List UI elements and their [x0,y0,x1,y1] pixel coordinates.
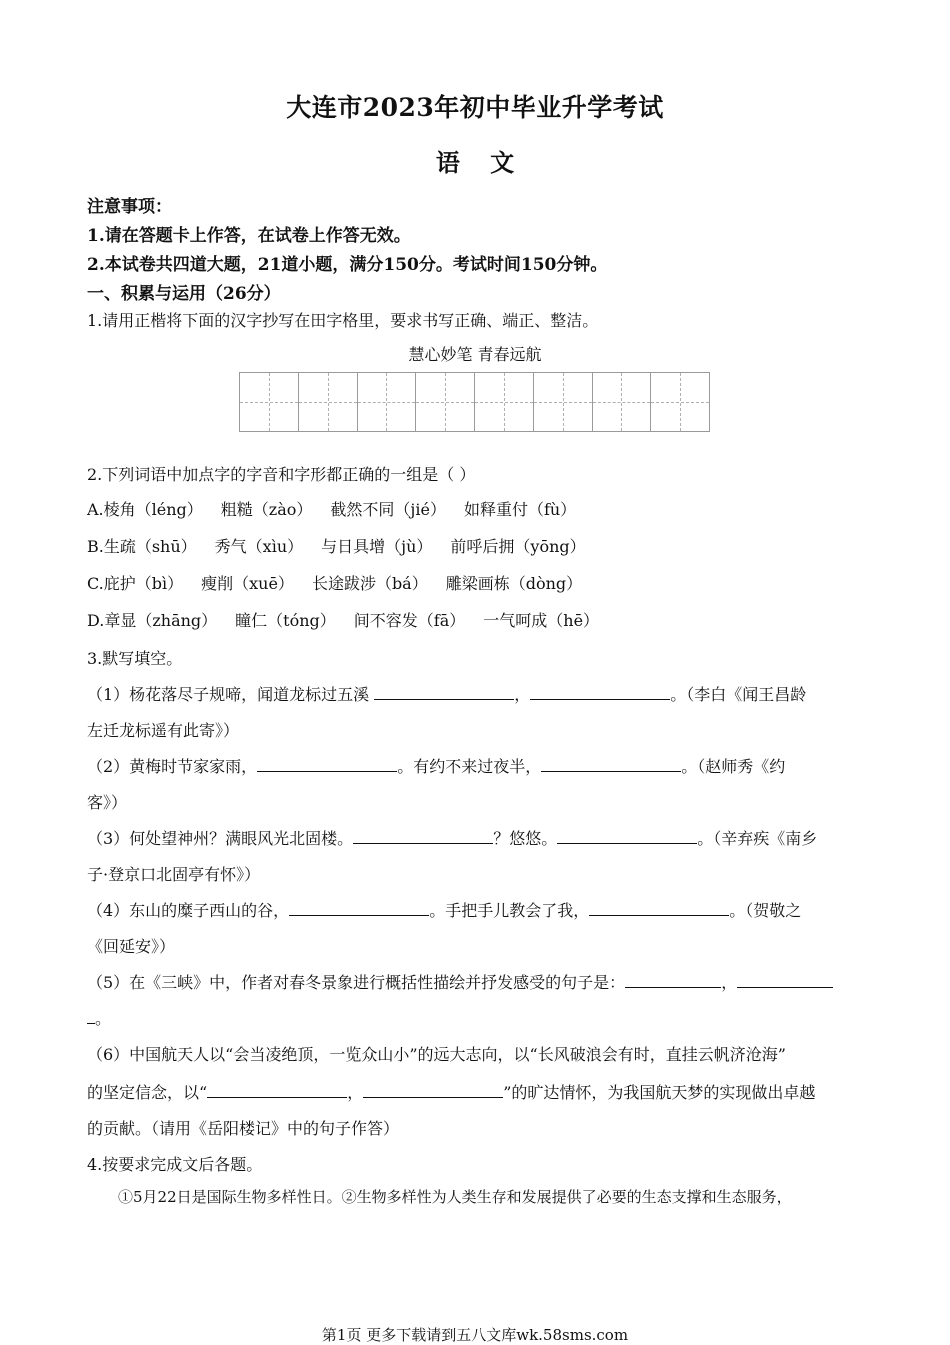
q3-5-text: （5）在《三峡》中，作者对春冬景象进行概括性描绘并抒发感受的句子是： [87,973,626,992]
q3-2-source: 。（赵师秀《约 [681,757,786,776]
copy-phrase: 慧心妙笔 青春远航 [408,345,542,364]
q3-item-5: （5）在《三峡》中，作者对春冬景象进行概括性描绘并抒发感受的句子是： ， [87,970,833,993]
grid-cell[interactable] [475,373,534,431]
option-d-word-4: 一气呵成（hē） [483,611,600,630]
q3-item-4 [87,898,801,921]
note-item-1: 1.请在答题卡上作答，在试卷上作答无效。 [87,226,411,246]
option-c-word-2: 瘦削（xuē） [201,574,294,593]
q3-item-6-line-3: 的贡献。（请用《岳阳楼记》中的句子作答） [87,1119,400,1138]
option-d-word-3: 间不容发（fā） [353,611,466,630]
answer-blank[interactable] [589,900,729,916]
option-c-word-4: 雕梁画栋（dòng） [445,574,583,593]
page-title: 大连市2023年初中毕业升学考试 [286,93,664,122]
q3-3-text: （3）何处望神州？满眼风光北固楼。 [87,829,354,848]
answer-blank[interactable] [374,684,514,700]
q3-6-text-b: 的坚定信念，以“ [87,1083,208,1102]
q3-item-2 [87,754,785,777]
tianzige-grid[interactable] [239,372,710,432]
answer-blank[interactable] [530,684,670,700]
option-a-word-1: A.棱角（léng） [87,500,203,519]
grid-cell[interactable] [358,373,417,431]
notes-heading: 注意事项： [87,197,172,217]
answer-blank[interactable] [625,972,721,988]
answer-blank[interactable] [541,756,681,772]
grid-cell[interactable] [534,373,593,431]
page-footer: 第1页 更多下载请到五八文库wk.58sms.com [321,1326,629,1344]
answer-blank[interactable] [207,1082,347,1098]
subject-title: 语 文 [435,148,515,177]
grid-cell[interactable] [240,373,299,431]
answer-blank[interactable] [87,1008,95,1024]
option-c[interactable] [87,571,600,594]
option-a-word-3: 截然不同（jié） [330,500,446,519]
q4-passage: ①5月22日是国际生物多样性日。②生物多样性为人类生存和发展提供了必要的生态支撑和生态服务， [118,1188,792,1206]
q3-3-source: 。（辛弃疾《南乡 [697,829,818,848]
q3-item-3-cont: 子·登京口北固亭有怀》） [87,865,261,884]
answer-blank[interactable] [363,1082,503,1098]
section-heading: 一、积累与运用（26分） [87,284,281,304]
q3-1-source: 。（李白《闻王昌龄 [670,685,807,704]
option-b-word-2: 秀气（xìu） [214,537,304,556]
q3-2-text-b: 。有约不来过夜半， [397,757,542,776]
option-d[interactable] [87,608,617,631]
q3-4-text: （4）东山的糜子西山的谷， [87,901,290,920]
option-c-word-3: 长途跋涉（bá） [311,574,428,593]
question-2: 2.下列词语中加点字的字音和字形都正确的一组是（ ） [87,465,476,484]
option-b-word-4: 前呼后拥（yōng） [450,537,586,556]
option-d-word-1: D.章显（zhāng） [87,611,218,630]
option-a[interactable] [87,497,594,520]
answer-blank[interactable] [289,900,429,916]
q3-2-text: （2）黄梅时节家家雨， [87,757,258,776]
option-c-word-1: C.庇护（bì） [87,574,184,593]
q3-item-1: （1）杨花落尽子规啼，闻道龙标过五溪 ， 。（李白《闻王昌龄 [87,685,807,704]
option-a-word-2: 粗糙（zào） [220,500,313,519]
question-1: 1.请用正楷将下面的汉字抄写在田字格里，要求书写正确、端正、整洁。 [87,311,599,330]
option-b-word-3: 与日具增（jù） [321,537,433,556]
q3-item-1-cont: 左迁龙标遥有此寄》） [87,721,240,740]
q3-4-source: 。（贺敬之 [729,901,802,920]
q3-item-5-cont [87,1006,111,1029]
grid-cell[interactable] [651,373,709,431]
q3-1-text: （1）杨花落尽子规啼，闻道龙标过五溪 [87,685,370,704]
q3-6-text-c: ”的旷达情怀，为我国航天梦的实现做出卓越 [503,1083,816,1102]
q3-5-end: 。 [95,1009,112,1028]
answer-blank[interactable] [557,828,697,844]
q3-item-6: （6）中国航天人以“会当凌绝顶，一览众山小”的远大志向，以“长风破浪会有时，直挂云帆济沧海” [87,1045,786,1064]
question-3: 3.默写填空。 [87,649,183,668]
grid-cell[interactable] [416,373,475,431]
note-item-2: 2.本试卷共四道大题，21道小题，满分150分。考试时间150分钟。 [87,255,608,275]
answer-blank[interactable] [737,972,833,988]
answer-blank[interactable] [257,756,397,772]
answer-blank[interactable] [353,828,493,844]
option-b-word-1: B.生疏（shū） [87,537,197,556]
q3-item-3 [87,826,817,849]
q3-item-2-cont: 客》） [87,793,128,812]
option-d-word-2: 瞳仁（tóng） [235,611,336,630]
q3-3-text-b: ？悠悠。 [493,829,558,848]
q3-4-text-b: 。手把手儿教会了我， [429,901,590,920]
q3-item-6-line-2: 的坚定信念，以“ ， ”的旷达情怀，为我国航天梦的实现做出卓越 [87,1083,816,1102]
question-4: 4.按要求完成文后各题。 [87,1155,263,1174]
option-a-word-4: 如释重付（fù） [463,500,577,519]
q3-item-4-cont: 《回延安》） [87,937,176,956]
grid-cell[interactable] [299,373,358,431]
option-b[interactable] [87,534,604,557]
grid-cell[interactable] [593,373,652,431]
